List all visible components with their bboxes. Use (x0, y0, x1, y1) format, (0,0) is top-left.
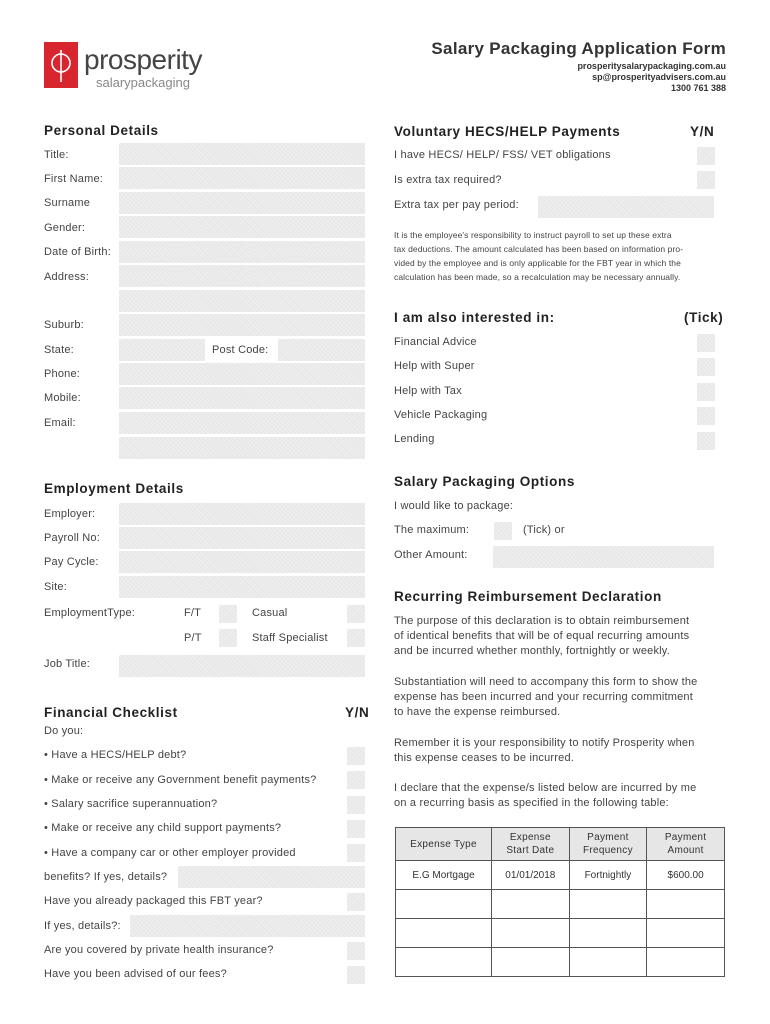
dob-label: Date of Birth: (44, 246, 111, 258)
hecs-note-4: calculation has been made, so a recalculation may be necessary annually. (394, 272, 681, 282)
extra-tax-period-label: Extra tax per pay period: (394, 199, 519, 211)
logo (44, 42, 224, 92)
hecs-obligations-checkbox[interactable] (697, 147, 715, 165)
financial-heading: Financial Checklist (44, 705, 178, 720)
q-gov-benefit-checkbox[interactable] (347, 771, 365, 789)
header-phone: 1300 761 388 (670, 83, 726, 93)
extra-tax-label: Is extra tax required? (394, 174, 502, 186)
table-cell: E.G Mortgage (396, 861, 492, 890)
q-company-car-checkbox[interactable] (347, 844, 365, 862)
table-cell[interactable] (492, 890, 570, 919)
table-cell[interactable] (396, 948, 492, 977)
extra-tax-period-field[interactable] (538, 196, 714, 218)
interest-tax-checkbox[interactable] (697, 383, 715, 401)
table-cell[interactable] (647, 890, 725, 919)
q-advised-fees: Have you been advised of our fees? (44, 968, 227, 980)
table-header-row (396, 828, 725, 861)
job-title-field[interactable] (119, 655, 365, 677)
job-title-label: Job Title: (44, 658, 91, 670)
table-cell[interactable] (492, 948, 570, 977)
logo-brand: prosperity (84, 44, 202, 75)
q-company-car-details-field[interactable] (178, 866, 365, 888)
post-code-label: Post Code: (212, 344, 269, 356)
table-cell: 01/01/2018 (492, 861, 570, 890)
first-name-label: First Name: (44, 173, 104, 185)
q-packaged-details-field[interactable] (130, 915, 365, 937)
surname-label: Surname (44, 197, 91, 209)
q-packaged-fbt: Have you already packaged this FBT year? (44, 895, 263, 907)
q-salary-sacrifice: • Salary sacrifice superannuation? (44, 798, 218, 810)
hecs-note-3: vided by the employee and is only applicable for the FBT year in which the (394, 258, 681, 268)
suburb-label: Suburb: (44, 319, 84, 331)
gender-label: Gender: (44, 222, 86, 234)
form-title: Salary Packaging Application Form (431, 39, 726, 58)
site-field[interactable] (119, 576, 365, 598)
pay-cycle-field[interactable] (119, 551, 365, 573)
recurring-p2-3: to have the expense reimbursed. (394, 706, 561, 718)
header-email: sp@prosperityadvisers.com.au (592, 72, 726, 82)
payroll-label: Payroll No: (44, 532, 100, 544)
table-cell[interactable] (569, 919, 647, 948)
address-field-1[interactable] (119, 265, 365, 287)
recurring-p4-2: on a recurring basis as specified in the following table: (394, 797, 669, 809)
recurring-p2-2: expense has been incurred and your recurring commitment (394, 691, 693, 703)
q-hecs-debt: • Have a HECS/HELP debt? (44, 749, 187, 761)
th-start-date: Expense Start Date (492, 828, 570, 861)
q-health-insurance: Are you covered by private health insurance? (44, 944, 274, 956)
table-cell[interactable] (647, 948, 725, 977)
q-packaged-details-label: If yes, details?: (44, 920, 121, 932)
q-advised-fees-checkbox[interactable] (347, 966, 365, 984)
pt-label: P/T (184, 632, 202, 644)
pt-checkbox[interactable] (219, 629, 237, 647)
recurring-p1-1: The purpose of this declaration is to obtain reimbursement (394, 615, 690, 627)
table-cell[interactable] (569, 948, 647, 977)
do-you-label: Do you: (44, 725, 84, 737)
hecs-note-1: It is the employee's responsibility to instruct payroll to set up these extra (394, 230, 672, 240)
table-cell[interactable] (569, 890, 647, 919)
personal-heading: Personal Details (44, 123, 159, 138)
phone-field[interactable] (119, 363, 365, 385)
site-label: Site: (44, 581, 68, 593)
options-heading: Salary Packaging Options (394, 474, 575, 489)
table-row[interactable] (396, 948, 725, 977)
employment-heading: Employment Details (44, 481, 184, 496)
hecs-obligations-label: I have HECS/ HELP/ FSS/ VET obligations (394, 149, 611, 161)
ft-label: F/T (184, 607, 202, 619)
interest-super: Help with Super (394, 360, 475, 372)
q-child-support: • Make or receive any child support payments? (44, 822, 282, 834)
recurring-heading: Recurring Reimbursement Declaration (394, 589, 662, 604)
interest-heading: I am also interested in: (394, 310, 555, 325)
table-row[interactable] (396, 919, 725, 948)
interest-lending-checkbox[interactable] (697, 432, 715, 450)
table-row (396, 861, 725, 890)
table-cell[interactable] (396, 919, 492, 948)
surname-field[interactable] (119, 192, 365, 214)
interest-vehicle: Vehicle Packaging (394, 409, 488, 421)
mobile-field[interactable] (119, 387, 365, 409)
first-name-field[interactable] (119, 167, 365, 189)
q-child-support-checkbox[interactable] (347, 820, 365, 838)
employment-type-label: EmploymentType: (44, 607, 136, 619)
th-amount: Payment Amount (647, 828, 725, 861)
options-other-label: Other Amount: (394, 549, 468, 561)
interest-vehicle-checkbox[interactable] (697, 407, 715, 425)
q-gov-benefit: • Make or receive any Government benefit payments? (44, 774, 317, 786)
interest-financial-advice-checkbox[interactable] (697, 334, 715, 352)
recurring-p2-1: Substantiation will need to accompany this form to show the (394, 676, 698, 688)
title-field[interactable] (119, 143, 365, 165)
options-line: I would like to package: (394, 500, 514, 512)
phone-label: Phone: (44, 368, 81, 380)
employer-label: Employer: (44, 508, 96, 520)
email-label: Email: (44, 417, 76, 429)
logo-sub: salarypackaging (96, 75, 190, 90)
q-packaged-fbt-checkbox[interactable] (347, 893, 365, 911)
casual-label: Casual (252, 607, 288, 619)
recurring-p3-2: this expense ceases to be incurred. (394, 752, 575, 764)
ft-checkbox[interactable] (219, 605, 237, 623)
options-maximum-label: The maximum: (394, 524, 470, 536)
email-field-1[interactable] (119, 412, 365, 434)
interest-tax: Help with Tax (394, 385, 462, 397)
casual-checkbox[interactable] (347, 605, 365, 623)
payroll-field[interactable] (119, 527, 365, 549)
recurring-p4-1: I declare that the expense/s listed below are incurred by me (394, 782, 697, 794)
financial-yn: Y/N (345, 705, 370, 720)
interest-tick: (Tick) (684, 310, 724, 325)
recurring-p1-3: and be incurred whether monthly, fortnightly or weekly. (394, 645, 670, 657)
table-cell: Fortnightly (569, 861, 647, 890)
th-expense-type: Expense Type (396, 828, 492, 861)
email-field-2[interactable] (119, 437, 365, 459)
gender-field[interactable] (119, 216, 365, 238)
address-label: Address: (44, 271, 90, 283)
q-salary-sacrifice-checkbox[interactable] (347, 796, 365, 814)
title-label: Title: (44, 149, 69, 161)
interest-lending: Lending (394, 433, 435, 445)
interest-super-checkbox[interactable] (697, 358, 715, 376)
dob-field[interactable] (119, 241, 365, 263)
q-hecs-debt-checkbox[interactable] (347, 747, 365, 765)
state-field[interactable] (119, 339, 205, 361)
hecs-heading: Voluntary HECS/HELP Payments (394, 124, 621, 139)
options-other-field[interactable] (493, 546, 714, 568)
pay-cycle-label: Pay Cycle: (44, 556, 99, 568)
table-cell[interactable] (396, 890, 492, 919)
post-code-field[interactable] (278, 339, 365, 361)
address-field-2[interactable] (119, 290, 365, 312)
options-maximum-checkbox[interactable] (494, 522, 512, 540)
extra-tax-checkbox[interactable] (697, 171, 715, 189)
employer-field[interactable] (119, 503, 365, 525)
header-website: prosperitysalarypackaging.com.au (577, 61, 726, 71)
q-company-car: • Have a company car or other employer provided (44, 847, 296, 859)
logo-mark-icon (44, 42, 78, 88)
q-company-car-details-label: benefits? If yes, details? (44, 871, 168, 883)
suburb-field[interactable] (119, 314, 365, 336)
hecs-yn: Y/N (690, 124, 715, 139)
table-cell[interactable] (492, 919, 570, 948)
mobile-label: Mobile: (44, 392, 81, 404)
hecs-note-2: tax deductions. The amount calculated has been based on information pro- (394, 244, 684, 254)
th-frequency: Payment Frequency (569, 828, 647, 861)
interest-financial-advice: Financial Advice (394, 336, 477, 348)
recurring-p1-2: of identical benefits that will be of equal recurring amounts (394, 630, 690, 642)
recurring-p3-1: Remember it is your responsibility to notify Prosperity when (394, 737, 695, 749)
staff-specialist-checkbox[interactable] (347, 629, 365, 647)
table-cell[interactable] (647, 919, 725, 948)
table-cell: $600.00 (647, 861, 725, 890)
options-tick-or: (Tick) or (523, 524, 565, 536)
table-row[interactable] (396, 890, 725, 919)
q-health-insurance-checkbox[interactable] (347, 942, 365, 960)
staff-specialist-label: Staff Specialist (252, 632, 328, 644)
expense-table (395, 827, 725, 977)
state-label: State: (44, 344, 74, 356)
